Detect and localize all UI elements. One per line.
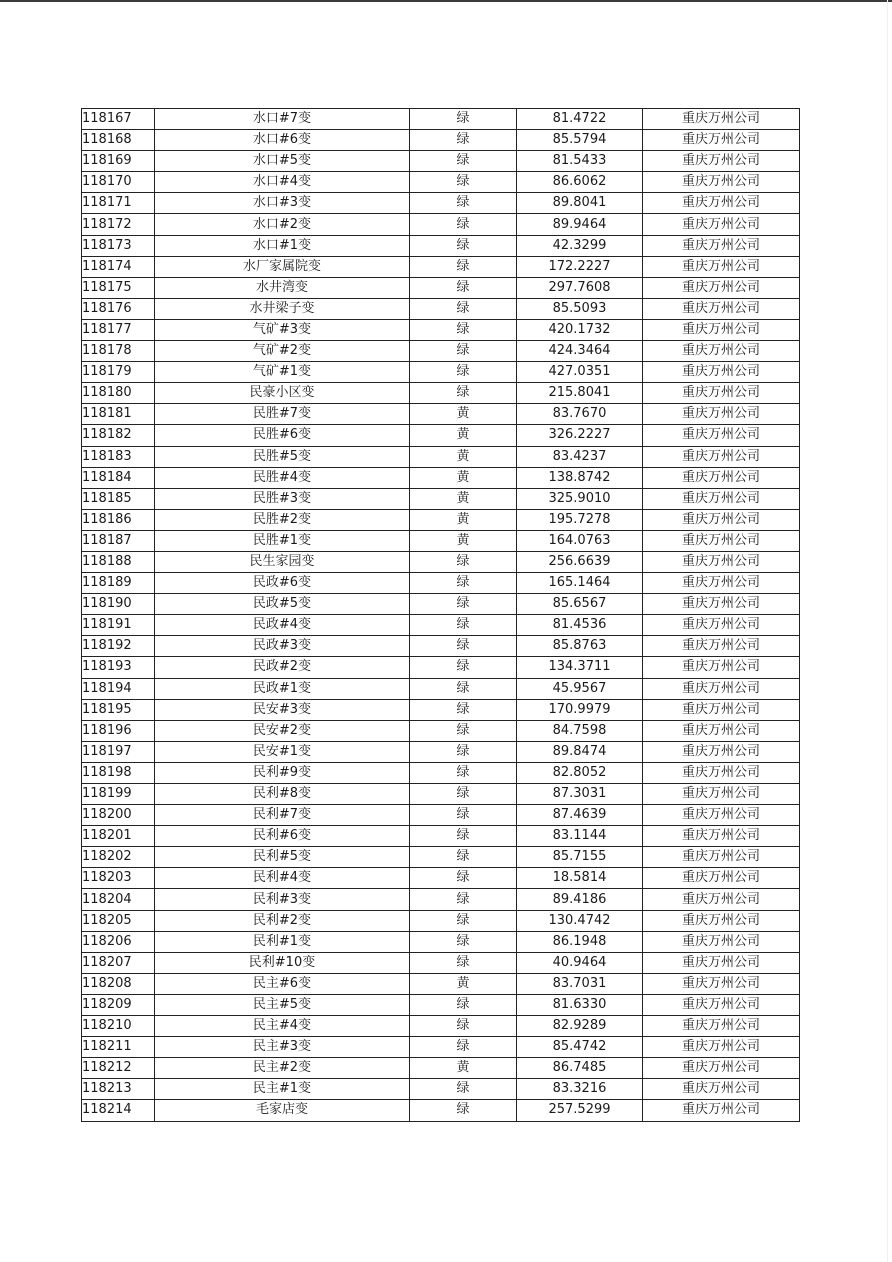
status-cell: 绿 [410,1037,517,1058]
company-cell: 重庆万州公司 [643,720,800,741]
status-cell: 绿 [410,341,517,362]
substation-name-cell: 水厂家属院变 [155,256,410,277]
row-id-cell: 118168 [82,130,155,151]
status-cell: 绿 [410,151,517,172]
substation-name-cell: 水口#7变 [155,109,410,130]
row-id-cell: 118211 [82,1037,155,1058]
table-row [82,720,800,741]
substation-name-cell: 民安#3变 [155,699,410,720]
substation-name-cell: 民利#2变 [155,910,410,931]
table-row [82,298,800,319]
status-cell: 绿 [410,847,517,868]
company-cell: 重庆万州公司 [643,193,800,214]
row-id-cell: 118181 [82,404,155,425]
value-cell: 164.0763 [517,530,643,551]
company-cell: 重庆万州公司 [643,298,800,319]
company-cell: 重庆万州公司 [643,488,800,509]
value-cell: 87.4639 [517,805,643,826]
table-row [82,615,800,636]
table-row [82,889,800,910]
row-id-cell: 118207 [82,952,155,973]
value-cell: 89.4186 [517,889,643,910]
row-id-cell: 118178 [82,341,155,362]
row-id-cell: 118202 [82,847,155,868]
value-cell: 172.2227 [517,256,643,277]
row-id-cell: 118192 [82,636,155,657]
row-id-cell: 118198 [82,762,155,783]
company-cell: 重庆万州公司 [643,341,800,362]
value-cell: 86.1948 [517,931,643,952]
value-cell: 40.9464 [517,952,643,973]
substation-name-cell: 民利#7变 [155,805,410,826]
substation-name-cell: 水口#1变 [155,235,410,256]
value-cell: 89.9464 [517,214,643,235]
company-cell: 重庆万州公司 [643,172,800,193]
status-cell: 绿 [410,551,517,572]
value-cell: 85.8763 [517,636,643,657]
row-id-cell: 118176 [82,298,155,319]
row-id-cell: 118189 [82,573,155,594]
company-cell: 重庆万州公司 [643,404,800,425]
substation-name-cell: 民生家园变 [155,551,410,572]
company-cell: 重庆万州公司 [643,741,800,762]
company-cell: 重庆万州公司 [643,847,800,868]
substation-name-cell: 气矿#2变 [155,341,410,362]
row-id-cell: 118175 [82,277,155,298]
company-cell: 重庆万州公司 [643,467,800,488]
substation-name-cell: 民胜#2变 [155,509,410,530]
status-cell: 绿 [410,362,517,383]
company-cell: 重庆万州公司 [643,151,800,172]
row-id-cell: 118196 [82,720,155,741]
value-cell: 42.3299 [517,235,643,256]
table-row [82,994,800,1015]
value-cell: 84.7598 [517,720,643,741]
row-id-cell: 118182 [82,425,155,446]
value-cell: 83.4237 [517,446,643,467]
company-cell: 重庆万州公司 [643,636,800,657]
table-row [82,256,800,277]
company-cell: 重庆万州公司 [643,530,800,551]
table-body [82,109,800,1122]
table-row [82,446,800,467]
table-row [82,341,800,362]
status-cell: 绿 [410,256,517,277]
substation-name-cell: 气矿#1变 [155,362,410,383]
status-cell: 绿 [410,699,517,720]
status-cell: 绿 [410,826,517,847]
status-cell: 绿 [410,130,517,151]
company-cell: 重庆万州公司 [643,425,800,446]
value-cell: 195.7278 [517,509,643,530]
table-row [82,235,800,256]
substation-name-cell: 民政#6变 [155,573,410,594]
status-cell: 绿 [410,720,517,741]
substation-name-cell: 民胜#7变 [155,404,410,425]
company-cell: 重庆万州公司 [643,762,800,783]
status-cell: 绿 [410,762,517,783]
company-cell: 重庆万州公司 [643,319,800,340]
value-cell: 86.7485 [517,1058,643,1079]
company-cell: 重庆万州公司 [643,699,800,720]
value-cell: 83.1144 [517,826,643,847]
status-cell: 绿 [410,636,517,657]
table-row [82,1016,800,1037]
table-row [82,551,800,572]
company-cell: 重庆万州公司 [643,805,800,826]
substation-name-cell: 民安#2变 [155,720,410,741]
status-cell: 绿 [410,931,517,952]
value-cell: 420.1732 [517,319,643,340]
value-cell: 18.5814 [517,868,643,889]
row-id-cell: 118183 [82,446,155,467]
status-cell: 绿 [410,868,517,889]
row-id-cell: 118191 [82,615,155,636]
value-cell: 81.4722 [517,109,643,130]
substation-name-cell: 民利#6变 [155,826,410,847]
table-row [82,319,800,340]
value-cell: 81.4536 [517,615,643,636]
substation-name-cell: 民利#5变 [155,847,410,868]
row-id-cell: 118204 [82,889,155,910]
company-cell: 重庆万州公司 [643,973,800,994]
status-cell: 绿 [410,594,517,615]
value-cell: 85.4742 [517,1037,643,1058]
substation-name-cell: 民胜#6变 [155,425,410,446]
substation-name-cell: 民政#4变 [155,615,410,636]
row-id-cell: 118186 [82,509,155,530]
company-cell: 重庆万州公司 [643,1037,800,1058]
data-table [81,108,800,1122]
status-cell: 绿 [410,741,517,762]
status-cell: 绿 [410,298,517,319]
row-id-cell: 118194 [82,678,155,699]
row-id-cell: 118209 [82,994,155,1015]
status-cell: 黄 [410,404,517,425]
substation-name-cell: 民政#2变 [155,657,410,678]
status-cell: 绿 [410,319,517,340]
value-cell: 325.9010 [517,488,643,509]
table-row [82,573,800,594]
row-id-cell: 118170 [82,172,155,193]
row-id-cell: 118201 [82,826,155,847]
value-cell: 138.8742 [517,467,643,488]
value-cell: 85.7155 [517,847,643,868]
status-cell: 绿 [410,214,517,235]
company-cell: 重庆万州公司 [643,362,800,383]
company-cell: 重庆万州公司 [643,383,800,404]
value-cell: 45.9567 [517,678,643,699]
row-id-cell: 118214 [82,1100,155,1121]
company-cell: 重庆万州公司 [643,1016,800,1037]
status-cell: 绿 [410,235,517,256]
company-cell: 重庆万州公司 [643,1079,800,1100]
table-row [82,109,800,130]
substation-name-cell: 民胜#4变 [155,467,410,488]
table-row [82,530,800,551]
row-id-cell: 118195 [82,699,155,720]
row-id-cell: 118197 [82,741,155,762]
company-cell: 重庆万州公司 [643,910,800,931]
table-row [82,1037,800,1058]
substation-name-cell: 水口#4变 [155,172,410,193]
substation-name-cell: 水口#6变 [155,130,410,151]
value-cell: 215.8041 [517,383,643,404]
company-cell: 重庆万州公司 [643,235,800,256]
table-row [82,425,800,446]
substation-name-cell: 水口#5变 [155,151,410,172]
table-row [82,488,800,509]
table-row [82,784,800,805]
value-cell: 326.2227 [517,425,643,446]
table-row [82,404,800,425]
status-cell: 绿 [410,910,517,931]
status-cell: 绿 [410,1100,517,1121]
substation-name-cell: 水口#3变 [155,193,410,214]
status-cell: 绿 [410,784,517,805]
table-row [82,130,800,151]
status-cell: 绿 [410,657,517,678]
status-cell: 黄 [410,467,517,488]
row-id-cell: 118184 [82,467,155,488]
status-cell: 绿 [410,889,517,910]
company-cell: 重庆万州公司 [643,868,800,889]
value-cell: 83.7031 [517,973,643,994]
table-row [82,1079,800,1100]
value-cell: 297.7608 [517,277,643,298]
table-row [82,362,800,383]
table-row [82,762,800,783]
substation-name-cell: 水井梁子变 [155,298,410,319]
table-row [82,657,800,678]
substation-name-cell: 民政#5变 [155,594,410,615]
value-cell: 82.9289 [517,1016,643,1037]
substation-name-cell: 民胜#5变 [155,446,410,467]
table-row [82,868,800,889]
status-cell: 绿 [410,277,517,298]
substation-name-cell: 气矿#3变 [155,319,410,340]
row-id-cell: 118203 [82,868,155,889]
table-row [82,847,800,868]
status-cell: 绿 [410,383,517,404]
row-id-cell: 118173 [82,235,155,256]
substation-name-cell: 民政#1变 [155,678,410,699]
company-cell: 重庆万州公司 [643,889,800,910]
value-cell: 427.0351 [517,362,643,383]
substation-name-cell: 民安#1变 [155,741,410,762]
status-cell: 绿 [410,952,517,973]
value-cell: 83.3216 [517,1079,643,1100]
value-cell: 85.5093 [517,298,643,319]
value-cell: 89.8041 [517,193,643,214]
value-cell: 134.3711 [517,657,643,678]
row-id-cell: 118180 [82,383,155,404]
substation-name-cell: 民利#10变 [155,952,410,973]
row-id-cell: 118188 [82,551,155,572]
row-id-cell: 118200 [82,805,155,826]
substation-name-cell: 民主#5变 [155,994,410,1015]
status-cell: 绿 [410,109,517,130]
status-cell: 黄 [410,509,517,530]
table-row [82,952,800,973]
row-id-cell: 118174 [82,256,155,277]
value-cell: 85.5794 [517,130,643,151]
table-row [82,214,800,235]
table-row [82,383,800,404]
company-cell: 重庆万州公司 [643,784,800,805]
company-cell: 重庆万州公司 [643,594,800,615]
substation-name-cell: 水井湾变 [155,277,410,298]
substation-name-cell: 民主#2变 [155,1058,410,1079]
company-cell: 重庆万州公司 [643,952,800,973]
status-cell: 绿 [410,994,517,1015]
company-cell: 重庆万州公司 [643,109,800,130]
row-id-cell: 118193 [82,657,155,678]
row-id-cell: 118190 [82,594,155,615]
status-cell: 黄 [410,446,517,467]
value-cell: 130.4742 [517,910,643,931]
row-id-cell: 118210 [82,1016,155,1037]
substation-name-cell: 民利#8变 [155,784,410,805]
company-cell: 重庆万州公司 [643,826,800,847]
value-cell: 85.6567 [517,594,643,615]
substation-name-cell: 民利#9变 [155,762,410,783]
company-cell: 重庆万州公司 [643,657,800,678]
company-cell: 重庆万州公司 [643,130,800,151]
table-row [82,467,800,488]
status-cell: 绿 [410,193,517,214]
value-cell: 87.3031 [517,784,643,805]
status-cell: 黄 [410,973,517,994]
table-row [82,636,800,657]
company-cell: 重庆万州公司 [643,446,800,467]
value-cell: 81.6330 [517,994,643,1015]
table-row [82,973,800,994]
value-cell: 424.3464 [517,341,643,362]
row-id-cell: 118205 [82,910,155,931]
company-cell: 重庆万州公司 [643,256,800,277]
substation-name-cell: 民主#3变 [155,1037,410,1058]
page-right-edge [887,0,888,1262]
table-row [82,678,800,699]
row-id-cell: 118185 [82,488,155,509]
row-id-cell: 118212 [82,1058,155,1079]
table-row [82,509,800,530]
table-row [82,826,800,847]
table-row [82,1058,800,1079]
row-id-cell: 118177 [82,319,155,340]
status-cell: 绿 [410,1016,517,1037]
value-cell: 256.6639 [517,551,643,572]
row-id-cell: 118171 [82,193,155,214]
company-cell: 重庆万州公司 [643,615,800,636]
status-cell: 黄 [410,530,517,551]
page-top-rule [0,0,892,2]
company-cell: 重庆万州公司 [643,678,800,699]
value-cell: 89.8474 [517,741,643,762]
substation-name-cell: 民利#3变 [155,889,410,910]
substation-name-cell: 民主#1变 [155,1079,410,1100]
status-cell: 黄 [410,488,517,509]
table-row [82,805,800,826]
value-cell: 82.8052 [517,762,643,783]
table-row [82,594,800,615]
company-cell: 重庆万州公司 [643,277,800,298]
company-cell: 重庆万州公司 [643,214,800,235]
row-id-cell: 118167 [82,109,155,130]
table-row [82,699,800,720]
substation-name-cell: 民主#4变 [155,1016,410,1037]
company-cell: 重庆万州公司 [643,1058,800,1079]
company-cell: 重庆万州公司 [643,573,800,594]
row-id-cell: 118169 [82,151,155,172]
value-cell: 86.6062 [517,172,643,193]
company-cell: 重庆万州公司 [643,1100,800,1121]
row-id-cell: 118206 [82,931,155,952]
table-row [82,151,800,172]
substation-name-cell: 民利#1变 [155,931,410,952]
table-row [82,910,800,931]
company-cell: 重庆万州公司 [643,931,800,952]
status-cell: 绿 [410,678,517,699]
substation-name-cell: 民胜#3变 [155,488,410,509]
status-cell: 绿 [410,573,517,594]
substation-name-cell: 民主#6变 [155,973,410,994]
status-cell: 绿 [410,805,517,826]
status-cell: 黄 [410,1058,517,1079]
status-cell: 绿 [410,1079,517,1100]
table-row [82,172,800,193]
table-row [82,741,800,762]
row-id-cell: 118172 [82,214,155,235]
substation-name-cell: 水口#2变 [155,214,410,235]
substation-name-cell: 民政#3变 [155,636,410,657]
row-id-cell: 118187 [82,530,155,551]
substation-name-cell: 民利#4变 [155,868,410,889]
row-id-cell: 118208 [82,973,155,994]
value-cell: 170.9979 [517,699,643,720]
status-cell: 绿 [410,172,517,193]
table-row [82,931,800,952]
table-row [82,193,800,214]
company-cell: 重庆万州公司 [643,509,800,530]
substation-name-cell: 毛家店变 [155,1100,410,1121]
status-cell: 黄 [410,425,517,446]
row-id-cell: 118179 [82,362,155,383]
table-row [82,277,800,298]
value-cell: 81.5433 [517,151,643,172]
substation-name-cell: 民胜#1变 [155,530,410,551]
value-cell: 165.1464 [517,573,643,594]
company-cell: 重庆万州公司 [643,551,800,572]
row-id-cell: 118199 [82,784,155,805]
row-id-cell: 118213 [82,1079,155,1100]
substation-name-cell: 民豪小区变 [155,383,410,404]
company-cell: 重庆万州公司 [643,994,800,1015]
value-cell: 257.5299 [517,1100,643,1121]
value-cell: 83.7670 [517,404,643,425]
table-row [82,1100,800,1121]
status-cell: 绿 [410,615,517,636]
